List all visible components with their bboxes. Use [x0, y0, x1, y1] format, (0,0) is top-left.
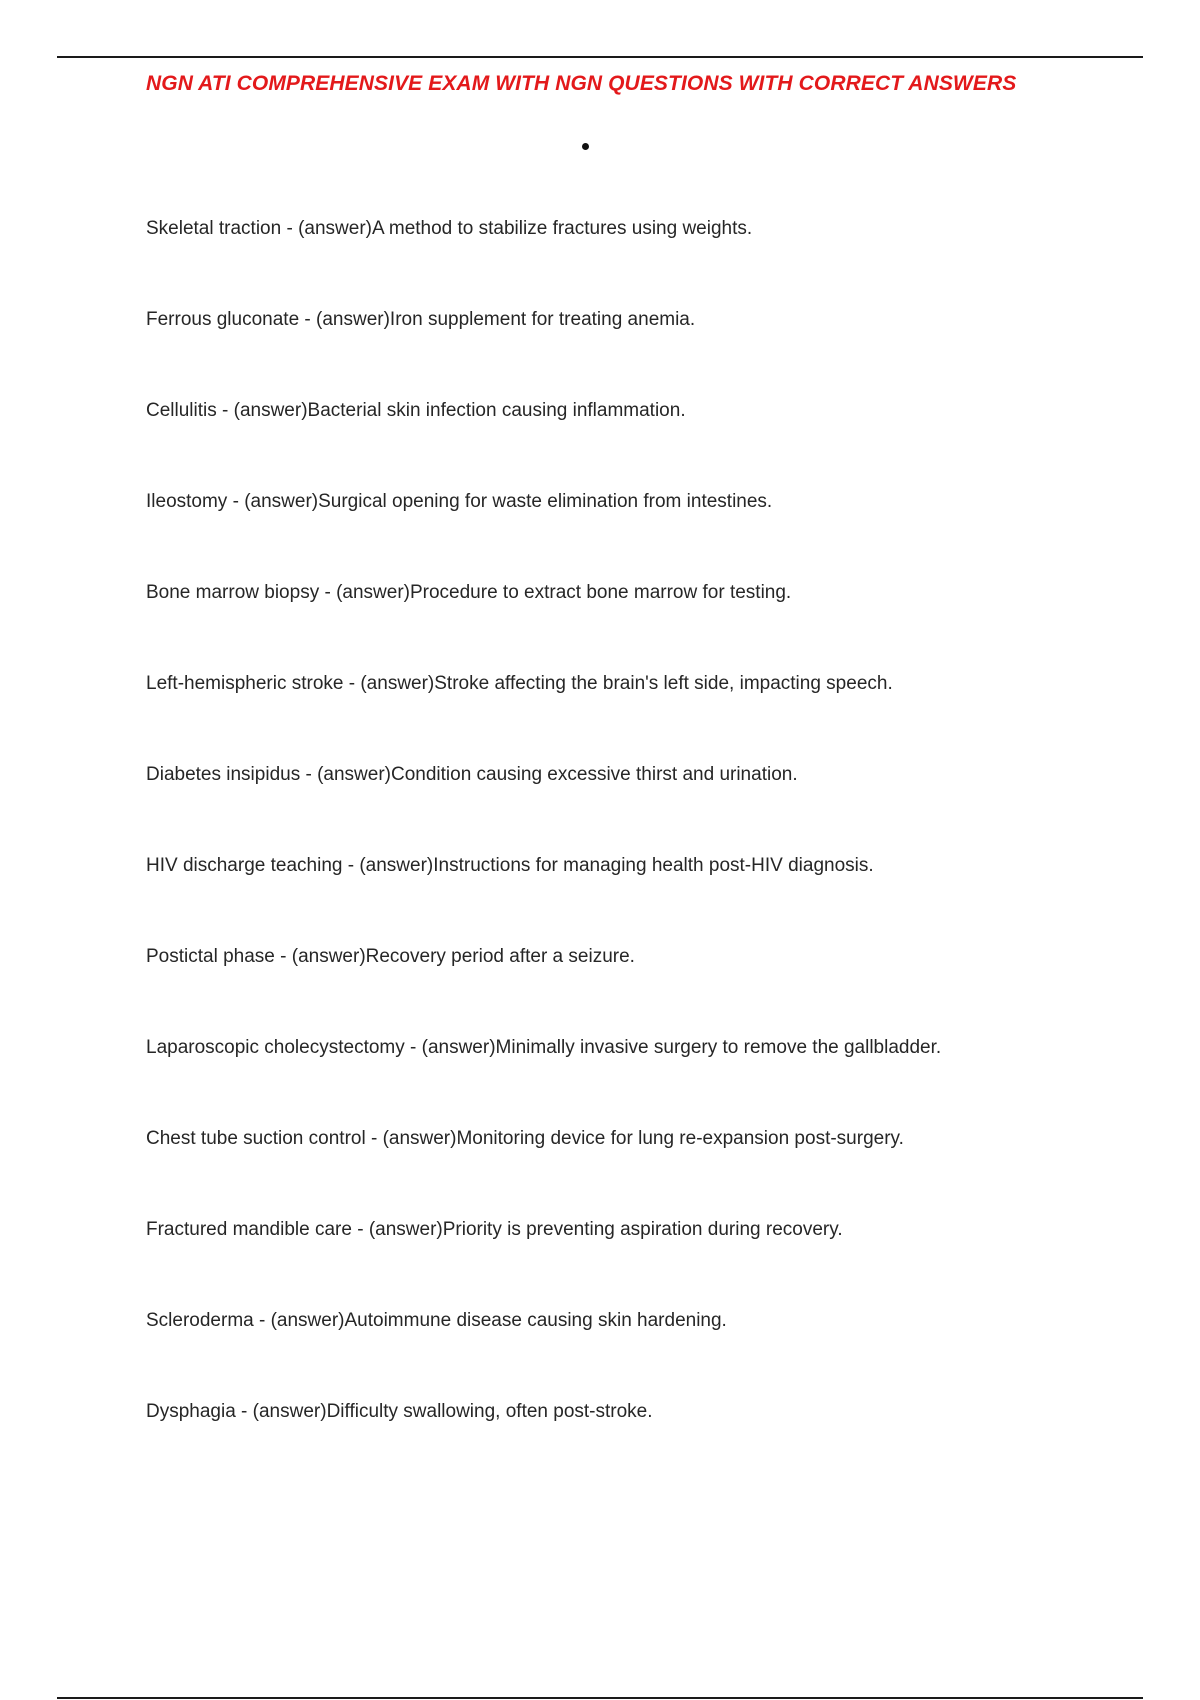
- entry-item: Diabetes insipidus - (answer)Condition causing excessive thirst and urination.: [146, 764, 798, 785]
- entry-item: HIV discharge teaching - (answer)Instructions for managing health post-HIV diagnosis.: [146, 855, 874, 876]
- entry-item: Fractured mandible care - (answer)Priority is preventing aspiration during recovery.: [146, 1219, 843, 1240]
- entry-item: Ileostomy - (answer)Surgical opening for waste elimination from intestines.: [146, 491, 773, 512]
- entry-item: Left-hemispheric stroke - (answer)Stroke affecting the brain's left side, impacting speech.: [146, 673, 893, 694]
- top-divider: [57, 56, 1143, 58]
- entry-item: Skeletal traction - (answer)A method to stabilize fractures using weights.: [146, 218, 753, 239]
- entry-item: Dysphagia - (answer)Difficulty swallowing, often post-stroke.: [146, 1401, 653, 1422]
- entry-list: [146, 217, 941, 1491]
- entry-item: Cellulitis - (answer)Bacterial skin infection causing inflammation.: [146, 400, 686, 421]
- entry-item: Laparoscopic cholecystectomy - (answer)Minimally invasive surgery to remove the gallbladder.: [146, 1037, 942, 1058]
- bullet-point: [582, 143, 589, 150]
- entry-item: Ferrous gluconate - (answer)Iron supplement for treating anemia.: [146, 309, 696, 330]
- bottom-divider: [57, 1697, 1143, 1699]
- entry-item: Scleroderma - (answer)Autoimmune disease causing skin hardening.: [146, 1310, 727, 1331]
- entry-item: Postictal phase - (answer)Recovery period after a seizure.: [146, 946, 635, 967]
- document-title: NGN ATI COMPREHENSIVE EXAM WITH NGN QUESTIONS WITH CORRECT ANSWERS: [146, 72, 1017, 95]
- entry-item: Chest tube suction control - (answer)Monitoring device for lung re-expansion post-surgery.: [146, 1128, 904, 1149]
- entry-item: Bone marrow biopsy - (answer)Procedure to extract bone marrow for testing.: [146, 582, 792, 603]
